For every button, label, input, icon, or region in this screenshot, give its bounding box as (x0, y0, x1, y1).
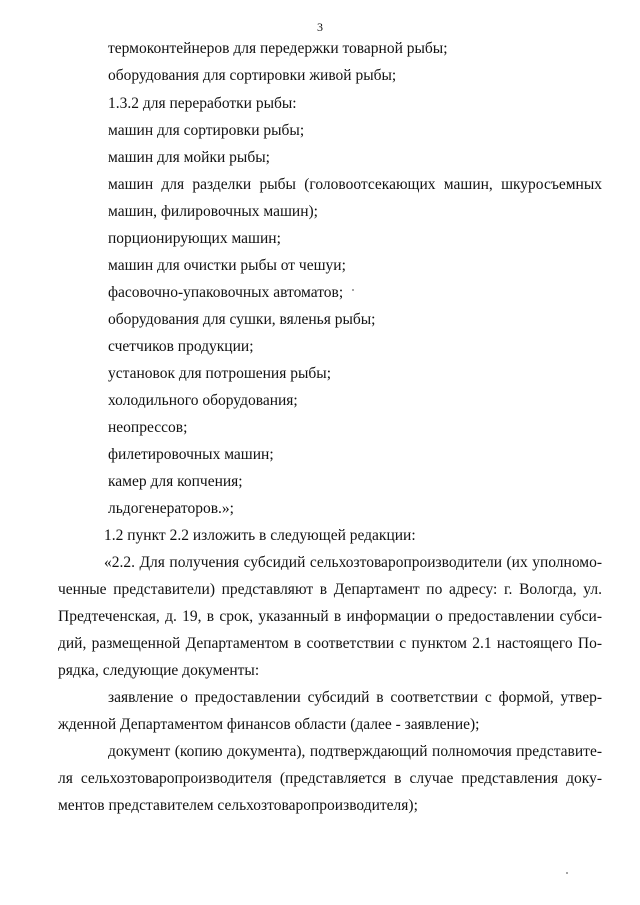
paragraph-line: Предтеченская, д. 19, в срок, указанный в информации о предоставлении субси- (58, 608, 602, 625)
list-item: льдогенераторов.»; (108, 500, 234, 517)
scan-speck (352, 289, 354, 291)
page-number: 3 (317, 20, 323, 34)
list-item: машин для разделки рыбы (головоотсекающих машин, шкуросъемных (108, 176, 602, 193)
paragraph-line: заявление о предоставлении субсидий в соответствии с формой, утвер- (108, 689, 602, 706)
scan-speck (566, 872, 568, 874)
list-item: установок для потрошения рыбы; (108, 365, 331, 382)
list-item: фасовочно-упаковочных автоматов; (108, 284, 344, 301)
subsection-heading: 1.3.2 для переработки рыбы: (108, 95, 297, 112)
list-item-continuation: машин, филировочных машин); (108, 203, 318, 220)
list-item: термоконтейнеров для передержки товарной рыбы; (108, 40, 448, 57)
paragraph-line: «2.2. Для получения субсидий сельхозтоваропроизводители (их уполномо- (104, 554, 602, 571)
list-item: камер для копчения; (108, 473, 243, 490)
list-item: порционирующих машин; (108, 230, 281, 247)
paragraph-line: дий, размещенной Департаментом в соответствии с пунктом 2.1 настоящего По- (58, 635, 602, 652)
list-item: счетчиков продукции; (108, 338, 254, 355)
paragraph-line: ченные представители) представляют в Департамент по адресу: г. Вологда, ул. (58, 581, 602, 598)
paragraph-line: рядка, следующие документы: (58, 662, 260, 679)
list-item: машин для сортировки рыбы; (108, 122, 305, 139)
list-item: машин для мойки рыбы; (108, 149, 270, 166)
paragraph-line: документ (копию документа), подтверждающий полномочия представите- (108, 743, 602, 760)
list-item: оборудования для сортировки живой рыбы; (108, 67, 397, 84)
paragraph-line: ментов представителем сельхозтоваропроизводителя); (58, 797, 418, 814)
paragraph-line: жденной Департаментом финансов области (далее - заявление); (58, 716, 480, 733)
list-item: машин для очистки рыбы от чешуи; (108, 257, 346, 274)
list-item: филетировочных машин; (108, 446, 274, 463)
list-item: холодильного оборудования; (108, 392, 298, 409)
list-item: оборудования для сушки, вяленья рыбы; (108, 311, 376, 328)
list-item: неопрессов; (108, 419, 188, 436)
amendment-heading: 1.2 пункт 2.2 изложить в следующей редакции: (104, 527, 416, 544)
paragraph-line: ля сельхозтоваропроизводителя (представляется в случае представления доку- (58, 770, 602, 787)
